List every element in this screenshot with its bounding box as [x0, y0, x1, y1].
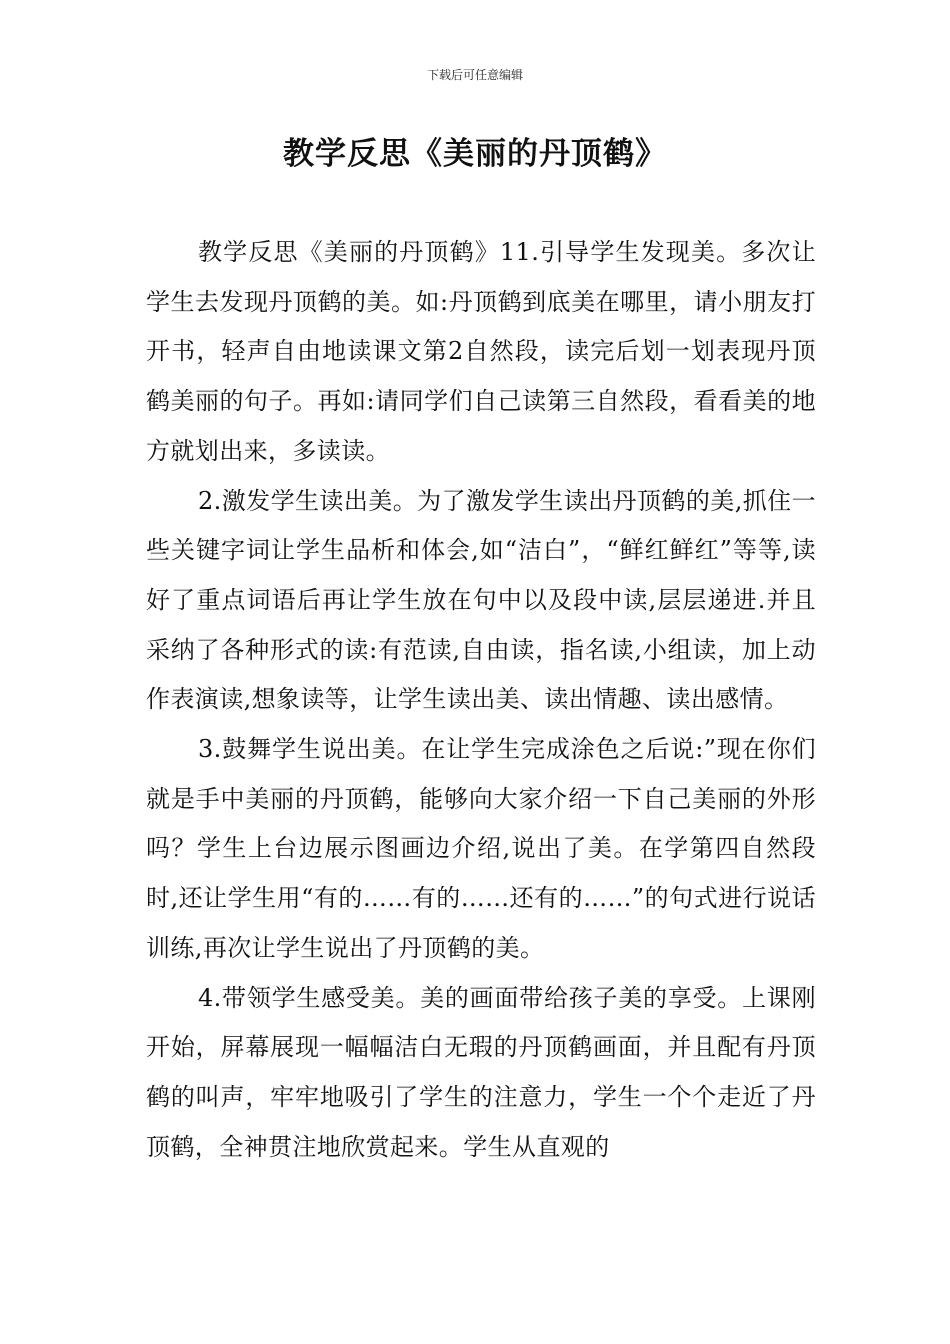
paragraph-1: 教学反思《美丽的丹顶鹤》11.引导学生发现美。多次让学生去发现丹顶鹤的美。如:丹顶鹤到底美在哪里，请小朋友打开书，轻声自由地读课文第2自然段，读完后划一划表现丹顶鹤美丽的句子。再如:请同学们自己读第三自然段，看看美的地方就划出来，多读读。	[146, 238, 816, 465]
page-title: 教学反思《美丽的丹顶鹤》	[283, 136, 667, 172]
header-note: 下载后可任意编辑	[426, 68, 523, 82]
paragraph-4: 4.带领学生感受美。美的画面带给孩子美的享受。上课刚开始，屏幕展现一幅幅洁白无瑕的丹顶鹤画面，并且配有丹顶鹤的叫声，牢牢地吸引了学生的注意力，学生一个个走近了丹顶鹤，全神贯注地欣赏起来。学生从直观的	[146, 983, 816, 1161]
paragraph-2: 2.激发学生读出美。为了激发学生读出丹顶鹤的美,抓住一些关键字词让学生品析和体会,如“洁白”，“鲜红鲜红”等等,读好了重点词语后再让学生放在句中以及段中读,层层递进.并且采纳了各种形式的读:有范读,自由读，指名读,小组读，加上动作表演读,想象读等，让学生读出美、读出情趣、读出感情。	[146, 486, 816, 714]
paragraph-3: 3.鼓舞学生说出美。在让学生完成涂色之后说:”现在你们就是手中美丽的丹顶鹤，能够向大家介绍一下自己美丽的外形吗？学生上台边展示图画边介绍,说出了美。在学第四自然段时,还让学生用“有的……有的……还有的……”的句式进行说话训练,再次让学生说出了丹顶鹤的美。	[146, 735, 816, 962]
document-body	[146, 228, 816, 1172]
